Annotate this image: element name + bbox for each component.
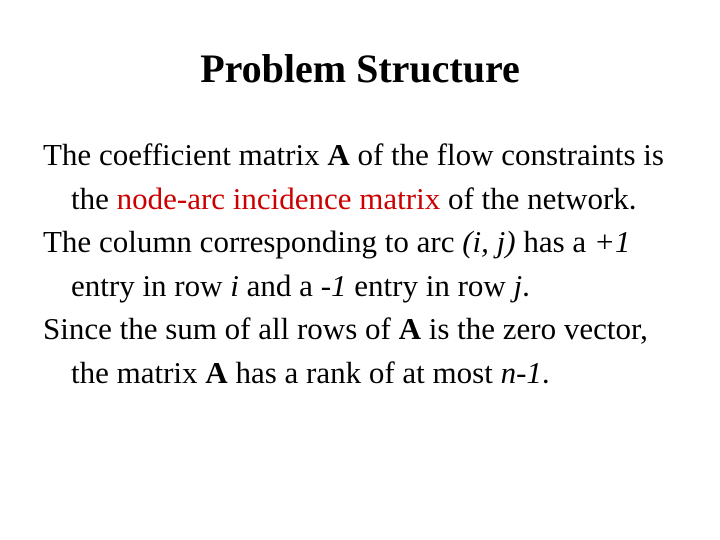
paragraph-incidence-matrix bbox=[43, 133, 683, 220]
minus-one-symbol: -1 bbox=[320, 267, 347, 303]
text-segment: has a bbox=[515, 224, 594, 259]
row-j-symbol: j bbox=[513, 267, 523, 303]
matrix-symbol: A bbox=[205, 354, 228, 390]
text-segment: is the zero vector, the matrix bbox=[71, 311, 648, 390]
text-segment: The column corresponding to arc bbox=[43, 224, 463, 259]
text-segment: entry in row bbox=[71, 267, 231, 303]
text-segment: of the network. bbox=[440, 180, 637, 216]
highlighted-term: node-arc incidence matrix bbox=[116, 180, 441, 216]
paragraph-arc-column bbox=[43, 220, 683, 307]
text-segment: . bbox=[541, 354, 550, 390]
text-segment: The coefficient matrix bbox=[43, 137, 328, 172]
text-segment: entry in row bbox=[346, 267, 514, 303]
plus-one-symbol: +1 bbox=[593, 224, 631, 259]
matrix-symbol: A bbox=[398, 311, 421, 346]
text-segment: . bbox=[522, 267, 530, 303]
text-segment: and a bbox=[238, 267, 321, 303]
row-i-symbol: i bbox=[230, 267, 239, 303]
rank-symbol: n-1 bbox=[500, 354, 542, 390]
arc-symbol: (i, j) bbox=[462, 224, 516, 259]
slide-title: Problem Structure bbox=[200, 46, 520, 91]
text-segment: of the flow constraints is the bbox=[71, 137, 664, 216]
text-segment: Since the sum of all rows of bbox=[43, 311, 399, 346]
matrix-symbol: A bbox=[327, 137, 350, 172]
text-segment: has a rank of at most bbox=[227, 354, 501, 390]
paragraph-rank bbox=[43, 307, 683, 394]
slide-body bbox=[43, 133, 683, 394]
